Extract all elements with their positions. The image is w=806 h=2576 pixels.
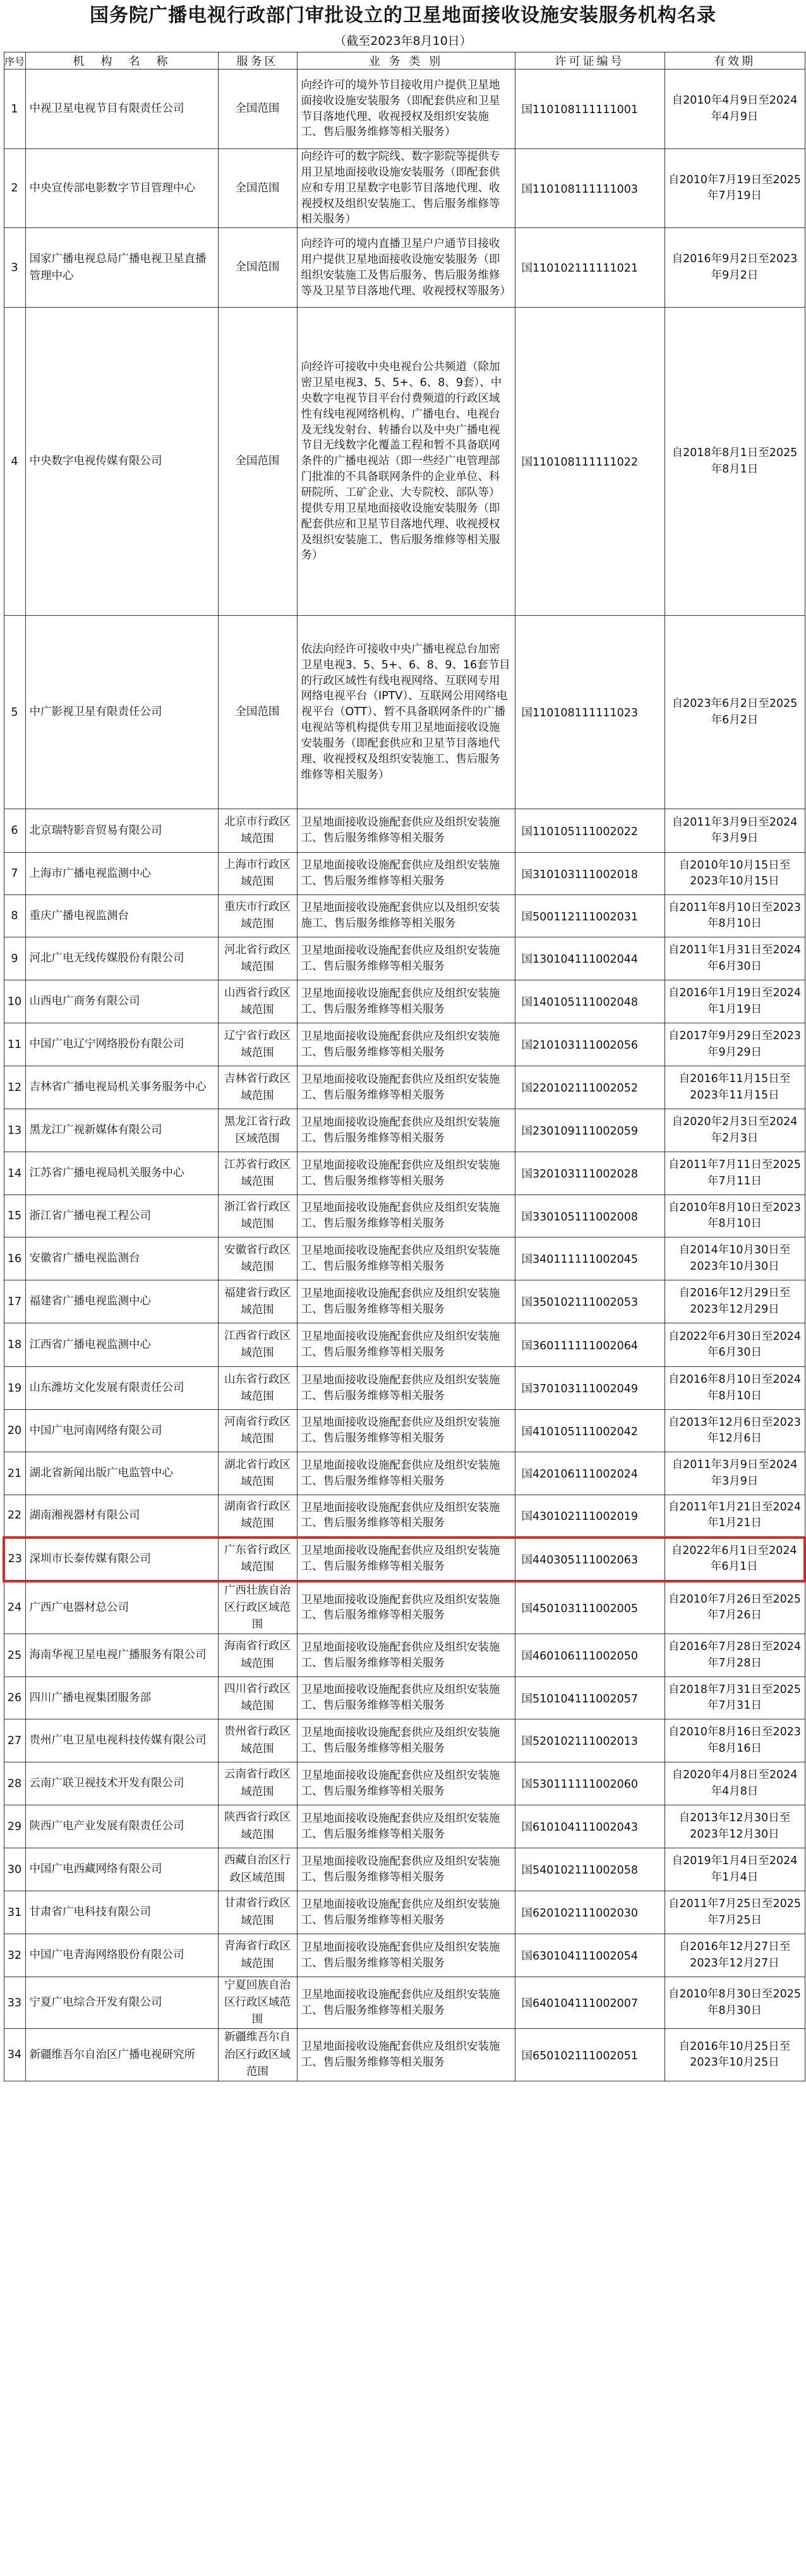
serial-number-cell: 26 <box>4 1677 25 1719</box>
license-number-cell: 国110105111002022 <box>515 809 665 853</box>
license-number-cell: 国440305111002063 <box>515 1538 665 1581</box>
table-row <box>4 1848 805 1891</box>
service-area-cell: 云南省行政区域范围 <box>218 1762 297 1805</box>
institution-name-cell: 中央数字电视传媒有限公司 <box>25 308 218 616</box>
business-category-cell: 卫星地面接收设施配套供应及组织安装施工、售后服务维修等相关服务 <box>297 2029 515 2081</box>
service-area-cell: 海南省行政区域范围 <box>218 1634 297 1677</box>
business-category-cell: 向经许可接收中央电视台公共频道（除加密卫星电视3、5、5+、6、8、9套）、中央数字电视节目平台付费频道的行政区域性有线电视网络机构、广播电台、电视台及无线发射台、转播台以及中央广播电视节目无线数字化覆盖工程和暂不具备联网条件的广播电视站（即一些经广电管理部门批准的不具备联网条件的企业单位、科研院所、工矿企业、大专院校、部队等）提供专用卫星地面接收设施安装服务（即配套供应和卫星节目落地代理、收视授权及组织安装施工、售后服务维修等相关服务） <box>297 308 515 616</box>
serial-number-cell: 20 <box>4 1410 25 1452</box>
institution-name-cell: 四川广播电视集团服务部 <box>25 1677 218 1719</box>
institution-name-cell: 山东潍坊文化发展有限责任公司 <box>25 1367 218 1410</box>
license-number-cell: 国520102111002013 <box>515 1719 665 1762</box>
header-service-area: 服务区 <box>218 52 297 69</box>
institution-name-cell: 国家广播电视总局广播电视卫星直播管理中心 <box>25 228 218 308</box>
business-category-cell: 卫星地面接收设施配套供应及组织安装施工、售后服务维修等相关服务 <box>297 1848 515 1891</box>
serial-number-cell: 16 <box>4 1237 25 1280</box>
validity-period-cell: 自2011年7月25日至2025年7月25日 <box>665 1891 805 1934</box>
license-number-cell: 国460106111002050 <box>515 1634 665 1677</box>
table-row <box>4 980 805 1023</box>
institution-name-cell: 山西电广商务有限公司 <box>25 980 218 1023</box>
validity-period-cell: 自2014年10月30日至2023年10月30日 <box>665 1237 805 1280</box>
institution-name-cell: 深圳市长泰传媒有限公司 <box>25 1538 218 1581</box>
validity-period-cell: 自2017年9月29日至2023年9月29日 <box>665 1023 805 1066</box>
license-number-cell: 国140105111002048 <box>515 980 665 1023</box>
business-category-cell: 卫星地面接收设施配套供应及组织安装施工、售后服务维修等相关服务 <box>297 1719 515 1762</box>
institution-name-cell: 安徽省广播电视监测台 <box>25 1237 218 1280</box>
license-number-cell: 国130104111002044 <box>515 937 665 980</box>
serial-number-cell: 4 <box>4 308 25 616</box>
service-area-cell: 新疆维吾尔自治区行政区域范围 <box>218 2029 297 2081</box>
business-category-cell: 卫星地面接收设施配套供应及组织安装施工、售后服务维修等相关服务 <box>297 1237 515 1280</box>
serial-number-cell: 31 <box>4 1891 25 1934</box>
validity-period-cell: 自2010年8月30日至2025年8月30日 <box>665 1977 805 2029</box>
table-row <box>4 937 805 980</box>
validity-period-cell: 自2022年6月30日至2024年6月30日 <box>665 1323 805 1367</box>
table-row <box>4 1452 805 1495</box>
institution-name-cell: 中国广电青海网络股份有限公司 <box>25 1934 218 1977</box>
table-row <box>4 1805 805 1848</box>
serial-number-cell: 11 <box>4 1023 25 1066</box>
validity-period-cell: 自2010年7月26日至2025年7月26日 <box>665 1581 805 1634</box>
service-area-cell: 重庆市行政区域范围 <box>218 895 297 937</box>
service-area-cell: 广东省行政区域范围 <box>218 1538 297 1581</box>
institution-name-cell: 河北广电无线传媒股份有限公司 <box>25 937 218 980</box>
serial-number-cell: 13 <box>4 1109 25 1152</box>
table-row <box>4 1152 805 1195</box>
validity-period-cell: 自2013年12月30日至2023年12月30日 <box>665 1805 805 1848</box>
service-area-cell: 青海省行政区域范围 <box>218 1934 297 1977</box>
service-area-cell: 浙江省行政区域范围 <box>218 1195 297 1237</box>
institution-name-cell: 宁夏广电综合开发有限公司 <box>25 1977 218 2029</box>
service-area-cell: 江西省行政区域范围 <box>218 1323 297 1367</box>
institution-name-cell: 北京瑞特影音贸易有限公司 <box>25 809 218 853</box>
business-category-cell: 依法向经许可接收中央广播电视总台加密卫星电视3、5、5+、6、8、9、16套节目的行政区域性有线电视网络、互联网专用网络电视平台（IPTV）、互联网公用网络电视平台（OTT）、暂不具备联网条件的广播电视站等机构提供专用卫星地面接收设施安装服务（即配套供应和卫星节目落地代理、收视授权及组织安装施工、售后服务维修等相关服务） <box>297 616 515 809</box>
license-number-cell: 国530111111002060 <box>515 1762 665 1805</box>
header-business-category: 业 务 类 别 <box>297 52 515 69</box>
business-category-cell: 卫星地面接收设施配套供应及组织安装施工、售后服务维修等相关服务 <box>297 1323 515 1367</box>
business-category-cell: 卫星地面接收设施配套供应及组织安装施工、售后服务维修等相关服务 <box>297 1805 515 1848</box>
serial-number-cell: 8 <box>4 895 25 937</box>
table-row <box>4 1762 805 1805</box>
license-number-cell: 国640104111002007 <box>515 1977 665 2029</box>
validity-period-cell: 自2010年7月19日至2025年7月19日 <box>665 149 805 228</box>
institution-name-cell: 重庆广播电视监测台 <box>25 895 218 937</box>
serial-number-cell: 14 <box>4 1152 25 1195</box>
validity-period-cell: 自2016年11月15日至2023年11月15日 <box>665 1066 805 1109</box>
license-number-cell: 国330105111002008 <box>515 1195 665 1237</box>
service-area-cell: 河北省行政区域范围 <box>218 937 297 980</box>
serial-number-cell: 17 <box>4 1280 25 1323</box>
license-number-cell: 国310103111002018 <box>515 853 665 895</box>
validity-period-cell: 自2013年12月6日至2023年12月6日 <box>665 1410 805 1452</box>
license-number-cell: 国430102111002019 <box>515 1495 665 1538</box>
table-row <box>4 616 805 809</box>
license-number-cell: 国610104111002043 <box>515 1805 665 1848</box>
license-number-cell: 国650102111002051 <box>515 2029 665 2081</box>
institution-name-cell: 福建省广播电视监测中心 <box>25 1280 218 1323</box>
table-row <box>4 1109 805 1152</box>
serial-number-cell: 34 <box>4 2029 25 2081</box>
table-header-row <box>4 52 805 69</box>
table-row <box>4 149 805 228</box>
header-license-number: 许可证编号 <box>515 52 665 69</box>
validity-period-cell: 自2016年1月19日至2024年1月19日 <box>665 980 805 1023</box>
table-row <box>4 1066 805 1109</box>
license-number-cell: 国630104111002054 <box>515 1934 665 1977</box>
business-category-cell: 向经许可的境内直播卫星户户通节目接收用户提供卫星地面接收设施安装服务（即组织安装施工及售后服务、售后服务维修等及卫星节目落地代理、收视授权等服务） <box>297 228 515 308</box>
service-area-cell: 上海市行政区域范围 <box>218 853 297 895</box>
table-row <box>4 2029 805 2081</box>
table-row <box>4 1195 805 1237</box>
table-row <box>4 1280 805 1323</box>
business-category-cell: 向经许可的境外节目接收用户提供卫星地面接收设施安装服务（即配套供应和卫星节目落地代理、收视授权及组织安装施工、售后服务维修等相关服务） <box>297 69 515 149</box>
service-area-cell: 陕西省行政区域范围 <box>218 1805 297 1848</box>
institution-name-cell: 中国广电辽宁网络股份有限公司 <box>25 1023 218 1066</box>
license-number-cell: 国320103111002028 <box>515 1152 665 1195</box>
validity-period-cell: 自2023年6月2日至2025年6月2日 <box>665 616 805 809</box>
validity-period-cell: 自2016年10月25日至2023年10月25日 <box>665 2029 805 2081</box>
license-number-cell: 国110108111111003 <box>515 149 665 228</box>
service-area-cell: 北京市行政区域范围 <box>218 809 297 853</box>
service-area-cell: 宁夏回族自治区行政区域范围 <box>218 1977 297 2029</box>
license-number-cell: 国360111111002064 <box>515 1323 665 1367</box>
header-institution-name: 机 构 名 称 <box>25 52 218 69</box>
business-category-cell: 卫星地面接收设施配套供应及组织安装施工、售后服务维修等相关服务 <box>297 980 515 1023</box>
serial-number-cell: 32 <box>4 1934 25 1977</box>
serial-number-cell: 23 <box>4 1538 25 1581</box>
table-row <box>4 1677 805 1719</box>
business-category-cell: 卫星地面接收设施配套供应及组织安装施工、售后服务维修等相关服务 <box>297 1538 515 1581</box>
table-row-highlighted <box>4 1538 805 1581</box>
serial-number-cell: 5 <box>4 616 25 809</box>
business-category-cell: 卫星地面接收设施配套供应以及组织安装施工、售后服务维修等相关服务 <box>297 895 515 937</box>
service-area-cell: 甘肃省行政区域范围 <box>218 1891 297 1934</box>
institution-name-cell: 中国广电河南网络有限公司 <box>25 1410 218 1452</box>
institution-name-cell: 贵州广电卫星电视科技传媒有限公司 <box>25 1719 218 1762</box>
license-number-cell: 国510104111002057 <box>515 1677 665 1719</box>
business-category-cell: 卫星地面接收设施配套供应及组织安装施工、售后服务维修等相关服务 <box>297 1891 515 1934</box>
license-number-cell: 国370103111002049 <box>515 1367 665 1410</box>
validity-period-cell: 自2018年8月1日至2025年8月1日 <box>665 308 805 616</box>
validity-period-cell: 自2019年1月4日至2024年1月4日 <box>665 1848 805 1891</box>
business-category-cell: 卫星地面接收设施配套供应及组织安装施工、售后服务维修等相关服务 <box>297 937 515 980</box>
header-validity-period: 有效期 <box>665 52 805 69</box>
institution-name-cell: 湖北省新闻出版广电监管中心 <box>25 1452 218 1495</box>
service-area-cell: 山东省行政区域范围 <box>218 1367 297 1410</box>
license-number-cell: 国500112111002031 <box>515 895 665 937</box>
serial-number-cell: 30 <box>4 1848 25 1891</box>
license-number-cell: 国220102111002052 <box>515 1066 665 1109</box>
validity-period-cell: 自2010年8月10日至2023年8月10日 <box>665 1195 805 1237</box>
institution-name-cell: 海南华视卫星电视广播服务有限公司 <box>25 1634 218 1677</box>
serial-number-cell: 33 <box>4 1977 25 2029</box>
license-number-cell: 国450103111002005 <box>515 1581 665 1634</box>
institution-name-cell: 江西省广播电视监测中心 <box>25 1323 218 1367</box>
serial-number-cell: 28 <box>4 1762 25 1805</box>
table-row <box>4 69 805 149</box>
serial-number-cell: 19 <box>4 1367 25 1410</box>
document-subtitle: （截至2023年8月10日） <box>334 34 472 48</box>
validity-period-cell: 自2011年3月9日至2024年3月9日 <box>665 809 805 853</box>
table-row <box>4 853 805 895</box>
table-row <box>4 1410 805 1452</box>
service-area-cell: 安徽省行政区域范围 <box>218 1237 297 1280</box>
table-row <box>4 1934 805 1977</box>
validity-period-cell: 自2010年10月15日至2023年10月15日 <box>665 853 805 895</box>
service-area-cell: 贵州省行政区域范围 <box>218 1719 297 1762</box>
institution-name-cell: 中广影视卫星有限责任公司 <box>25 616 218 809</box>
validity-period-cell: 自2020年4月8日至2024年4月8日 <box>665 1762 805 1805</box>
table-row <box>4 1719 805 1762</box>
business-category-cell: 卫星地面接收设施配套供应及组织安装施工、售后服务维修等相关服务 <box>297 1581 515 1634</box>
service-area-cell: 湖北省行政区域范围 <box>218 1452 297 1495</box>
validity-period-cell: 自2016年12月27日至2023年12月27日 <box>665 1934 805 1977</box>
table-row <box>4 228 805 308</box>
institution-name-cell: 中央宣传部电影数字节目管理中心 <box>25 149 218 228</box>
institution-name-cell: 陕西广电产业发展有限责任公司 <box>25 1805 218 1848</box>
validity-period-cell: 自2011年8月10日至2023年8月10日 <box>665 895 805 937</box>
business-category-cell: 卫星地面接收设施配套供应及组织安装施工、售后服务维修等相关服务 <box>297 1109 515 1152</box>
header-serial-number: 序号 <box>4 52 25 69</box>
service-area-cell: 福建省行政区域范围 <box>218 1280 297 1323</box>
license-number-cell: 国540102111002058 <box>515 1848 665 1891</box>
table-row <box>4 1977 805 2029</box>
validity-period-cell: 自2011年7月11日至2025年7月11日 <box>665 1152 805 1195</box>
institution-name-cell: 广西广电器材总公司 <box>25 1581 218 1634</box>
serial-number-cell: 25 <box>4 1634 25 1677</box>
serial-number-cell: 3 <box>4 228 25 308</box>
serial-number-cell: 18 <box>4 1323 25 1367</box>
service-area-cell: 吉林省行政区域范围 <box>218 1066 297 1109</box>
business-category-cell: 卫星地面接收设施配套供应及组织安装施工、售后服务维修等相关服务 <box>297 1023 515 1066</box>
service-area-cell: 广西壮族自治区行政区域范围 <box>218 1581 297 1634</box>
institution-name-cell: 湖南湘视器材有限公司 <box>25 1495 218 1538</box>
serial-number-cell: 22 <box>4 1495 25 1538</box>
validity-period-cell: 自2010年8月16日至2023年8月16日 <box>665 1719 805 1762</box>
service-area-cell: 江苏省行政区域范围 <box>218 1152 297 1195</box>
business-category-cell: 卫星地面接收设施配套供应及组织安装施工、售后服务维修等相关服务 <box>297 1195 515 1237</box>
serial-number-cell: 15 <box>4 1195 25 1237</box>
business-category-cell: 卫星地面接收设施配套供应及组织安装施工、售后服务维修等相关服务 <box>297 1152 515 1195</box>
institution-table <box>3 52 806 2081</box>
service-area-cell: 黑龙江省行政区域范围 <box>218 1109 297 1152</box>
serial-number-cell: 21 <box>4 1452 25 1495</box>
validity-period-cell: 自2011年3月9日至2024年3月9日 <box>665 1452 805 1495</box>
business-category-cell: 卫星地面接收设施配套供应及组织安装施工、售后服务维修等相关服务 <box>297 1452 515 1495</box>
license-number-cell: 国210103111002056 <box>515 1023 665 1066</box>
institution-name-cell: 黑龙江广视新媒体有限公司 <box>25 1109 218 1152</box>
table-row <box>4 1323 805 1367</box>
validity-period-cell: 自2016年8月10日至2024年8月10日 <box>665 1367 805 1410</box>
validity-period-cell: 自2011年1月31日至2024年6月30日 <box>665 937 805 980</box>
business-category-cell: 卫星地面接收设施配套供应及组织安装施工、售后服务维修等相关服务 <box>297 853 515 895</box>
institution-name-cell: 中视卫星电视节目有限责任公司 <box>25 69 218 149</box>
license-number-cell: 国110108111111001 <box>515 69 665 149</box>
license-number-cell: 国340111111002045 <box>515 1237 665 1280</box>
license-number-cell: 国110102111111021 <box>515 228 665 308</box>
table-row <box>4 1581 805 1634</box>
table-row <box>4 1891 805 1934</box>
table-row <box>4 308 805 616</box>
serial-number-cell: 12 <box>4 1066 25 1109</box>
license-number-cell: 国230109111002059 <box>515 1109 665 1152</box>
validity-period-cell: 自2011年1月21日至2024年1月21日 <box>665 1495 805 1538</box>
business-category-cell: 卫星地面接收设施配套供应及组织安装施工、售后服务维修等相关服务 <box>297 1066 515 1109</box>
validity-period-cell: 自2016年12月29日至2023年12月29日 <box>665 1280 805 1323</box>
document-title: 国务院广播电视行政部门审批设立的卫星地面接收设施安装服务机构名录 <box>90 4 716 27</box>
license-number-cell: 国350102111002053 <box>515 1280 665 1323</box>
validity-period-cell: 自2010年4月9日至2024年4月9日 <box>665 69 805 149</box>
institution-name-cell: 江苏省广播电视局机关服务中心 <box>25 1152 218 1195</box>
license-number-cell: 国110108111111023 <box>515 616 665 809</box>
table-row <box>4 895 805 937</box>
table-body <box>4 69 805 2081</box>
institution-name-cell: 中国广电西藏网络有限公司 <box>25 1848 218 1891</box>
institution-name-cell: 上海市广播电视监测中心 <box>25 853 218 895</box>
license-number-cell: 国110108111111022 <box>515 308 665 616</box>
business-category-cell: 卫星地面接收设施配套供应及组织安装施工、售后服务维修等相关服务 <box>297 1977 515 2029</box>
service-area-cell: 全国范围 <box>218 228 297 308</box>
validity-period-cell: 自2016年9月2日至2023年9月2日 <box>665 228 805 308</box>
institution-name-cell: 浙江省广播电视工程公司 <box>25 1195 218 1237</box>
service-area-cell: 山西省行政区域范围 <box>218 980 297 1023</box>
institution-name-cell: 新疆维吾尔自治区广播电视研究所 <box>25 2029 218 2081</box>
table-row <box>4 1023 805 1066</box>
table-row <box>4 1237 805 1280</box>
serial-number-cell: 24 <box>4 1581 25 1634</box>
institution-table-container <box>3 52 803 2081</box>
validity-period-cell: 自2022年6月1日至2024年6月1日 <box>665 1538 805 1581</box>
service-area-cell: 四川省行政区域范围 <box>218 1677 297 1719</box>
license-number-cell: 国420106111002024 <box>515 1452 665 1495</box>
serial-number-cell: 10 <box>4 980 25 1023</box>
business-category-cell: 卫星地面接收设施配套供应及组织安装施工、售后服务维修等相关服务 <box>297 1280 515 1323</box>
table-row <box>4 1495 805 1538</box>
business-category-cell: 卫星地面接收设施配套供应及组织安装施工、售后服务维修等相关服务 <box>297 1410 515 1452</box>
service-area-cell: 全国范围 <box>218 616 297 809</box>
business-category-cell: 卫星地面接收设施配套供应及组织安装施工、售后服务维修等相关服务 <box>297 809 515 853</box>
business-category-cell: 卫星地面接收设施配套供应及组织安装施工、售后服务维修等相关服务 <box>297 1762 515 1805</box>
serial-number-cell: 6 <box>4 809 25 853</box>
business-category-cell: 卫星地面接收设施配套供应及组织安装施工、售后服务维修等相关服务 <box>297 1367 515 1410</box>
table-row <box>4 1634 805 1677</box>
serial-number-cell: 7 <box>4 853 25 895</box>
business-category-cell: 卫星地面接收设施配套供应及组织安装施工、售后服务维修等相关服务 <box>297 1634 515 1677</box>
license-number-cell: 国620102111002030 <box>515 1891 665 1934</box>
institution-name-cell: 甘肃省广电科技有限公司 <box>25 1891 218 1934</box>
license-number-cell: 国410105111002042 <box>515 1410 665 1452</box>
service-area-cell: 全国范围 <box>218 149 297 228</box>
business-category-cell: 卫星地面接收设施配套供应及组织安装施工、售后服务维修等相关服务 <box>297 1934 515 1977</box>
table-row <box>4 809 805 853</box>
serial-number-cell: 1 <box>4 69 25 149</box>
institution-name-cell: 吉林省广播电视局机关事务服务中心 <box>25 1066 218 1109</box>
validity-period-cell: 自2018年7月31日至2025年7月31日 <box>665 1677 805 1719</box>
service-area-cell: 辽宁省行政区域范围 <box>218 1023 297 1066</box>
service-area-cell: 河南省行政区域范围 <box>218 1410 297 1452</box>
service-area-cell: 湖南省行政区域范围 <box>218 1495 297 1538</box>
business-category-cell: 卫星地面接收设施配套供应及组织安装施工、售后服务维修等相关服务 <box>297 1495 515 1538</box>
serial-number-cell: 27 <box>4 1719 25 1762</box>
business-category-cell: 卫星地面接收设施配套供应及组织安装施工、售后服务维修等相关服务 <box>297 1677 515 1719</box>
service-area-cell: 全国范围 <box>218 69 297 149</box>
validity-period-cell: 自2020年2月3日至2024年2月3日 <box>665 1109 805 1152</box>
table-row <box>4 1367 805 1410</box>
serial-number-cell: 29 <box>4 1805 25 1848</box>
serial-number-cell: 9 <box>4 937 25 980</box>
service-area-cell: 西藏自治区行政区域范围 <box>218 1848 297 1891</box>
service-area-cell: 全国范围 <box>218 308 297 616</box>
business-category-cell: 向经许可的数字院线、数字影院等提供专用卫星地面接收设施安装服务（即配套供应和专用卫星数字电影节目落地代理、收视授权及组织安装施工、售后服务维修等相关服务） <box>297 149 515 228</box>
institution-name-cell: 云南广联卫视技术开发有限公司 <box>25 1762 218 1805</box>
validity-period-cell: 自2016年7月28日至2024年7月28日 <box>665 1634 805 1677</box>
serial-number-cell: 2 <box>4 149 25 228</box>
